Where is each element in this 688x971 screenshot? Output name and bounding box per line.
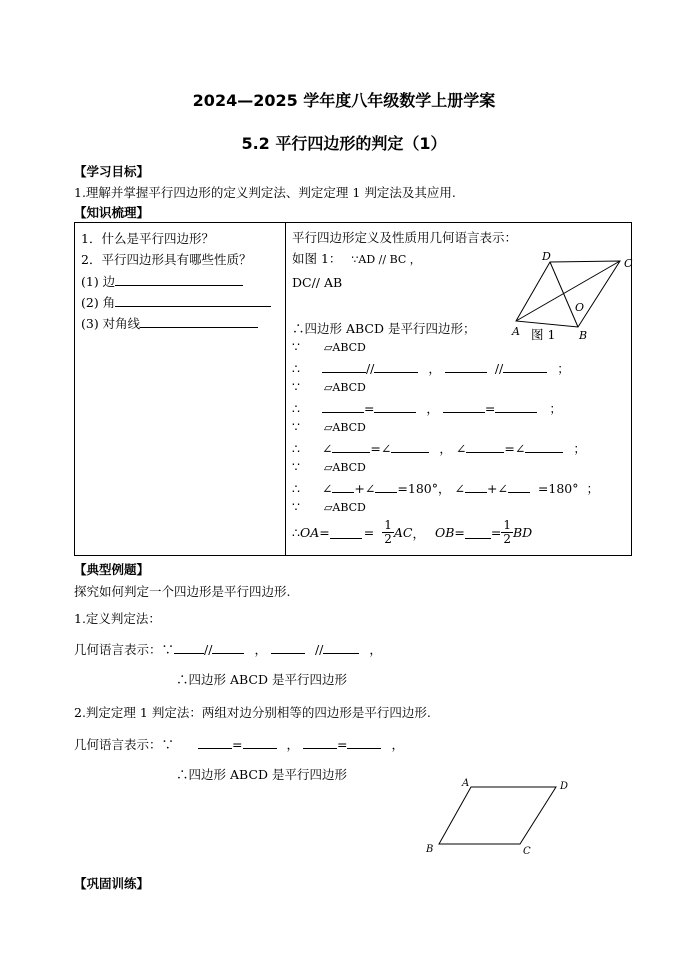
comma: ， [412,525,425,541]
property-side [81,272,243,290]
angle-sign: ∠ [454,481,465,496]
semicolon: ； [573,441,586,456]
equal-sign: = [370,441,381,456]
var-bd: BD [513,525,533,540]
method-2-geo [74,735,404,753]
blank-m1-2b[interactable] [323,642,359,654]
row-therefore-angle [292,439,586,457]
angle-sign: ∠ [455,441,467,456]
knowledge-right-cell [286,223,632,556]
var-ob: OB [434,525,455,540]
blank-sup-2a[interactable] [465,481,487,493]
comma: ， [439,441,452,456]
because-symbol: ∵ [161,642,175,657]
blank-m1-2a[interactable] [271,642,305,654]
because-symbol: ∵ [292,339,300,354]
equal-sign: = [504,441,515,456]
row-because-4 [292,459,366,474]
because-symbol: ∵ [292,379,300,394]
row-because-5 [292,499,366,514]
var-ac: AC [393,525,413,540]
objectives-heading: 【学习目标】 [74,164,150,179]
blank-par-1a[interactable] [322,361,366,373]
blank-m1-1b[interactable] [212,642,244,654]
method-1-geo [74,640,382,658]
right-intro: 平行四边形定义及性质用几何语言表示： [292,230,518,245]
blank-side[interactable] [115,274,243,286]
comma: ， [426,401,439,416]
fig1-label: 如图 1： [292,251,342,266]
property-diagonal [81,314,258,332]
figure-1-parallelogram [496,247,636,347]
blank-ang-1b[interactable] [391,441,429,453]
angle-sign: ∠ [321,441,333,456]
deg-180: =180° [537,481,579,496]
semicolon: ； [586,481,600,496]
practice-heading: 【巩固训练】 [74,876,150,891]
fig2-vertex-d: D [560,781,569,792]
knowledge-table [74,222,632,556]
therefore-symbol: ∴ [292,481,300,496]
conclusion-parallelogram: ∴四边形 ABCD 是平行四边形； [292,321,476,336]
question-1: 1．什么是平行四边形？ [81,231,214,246]
parallel-sign: // [314,642,324,657]
comma: ， [369,642,382,657]
fig1-vertex-d: D [542,250,551,263]
blank-eq-1a[interactable] [322,401,364,413]
blank-m2-1a[interactable] [198,737,232,749]
comma: ， [254,642,267,657]
method-1-conclusion: ∴四边形 ABCD 是平行四边形 [176,672,347,687]
fig2-vertex-b: B [426,844,434,855]
fig1-vertex-a: A [512,325,520,338]
fig1-condition-2: DC// AB [292,275,343,290]
equal-sign: = [454,525,465,540]
comma: ， [391,737,404,752]
figure-2-parallelogram [420,772,580,862]
parallel-sign: // [494,361,504,376]
fig1-condition-1 [292,249,421,267]
blank-sup-1b[interactable] [375,481,397,493]
row-because-1 [292,339,366,354]
para-abcd: ▱ABCD [323,461,366,474]
angle-sign: ∠ [364,481,376,496]
therefore-symbol: ∴ [292,361,300,376]
because-symbol: ∵ [292,459,300,474]
examples-intro: 探究如何判定一个四边形是平行四边形. [74,584,291,599]
var-oa: OA [299,525,320,540]
method-2-conclusion: ∴四边形 ABCD 是平行四边形 [176,767,347,782]
fraction-half-1 [382,519,394,546]
row-therefore-parallel [292,359,570,377]
parallel-sign: // [365,361,375,376]
blank-eq-2a[interactable] [443,401,485,413]
objective-item-1: 1.理解并掌握平行四边形的定义判定法、判定定理 1 判定法及其应用. [74,185,456,200]
comma: ， [428,361,441,376]
parallel-sign: // [204,642,213,657]
angle-sign: ∠ [497,481,508,496]
angle-sign: ∠ [514,441,526,456]
frac-den: 2 [384,532,392,546]
para-abcd: ▱ABCD [323,341,366,354]
row-because-2 [292,379,366,394]
blank-eq-2b[interactable] [495,401,537,413]
semicolon: ； [557,361,570,376]
page-title: 2024—2025 学年度八年级数学上册学案 [192,91,496,110]
angle-sign: ∠ [380,441,392,456]
fig1-caption: 图 1 [531,327,556,342]
therefore-symbol: ∴ [292,525,300,540]
knowledge-heading: 【知识梳理】 [74,205,150,220]
therefore-symbol: ∴ [292,401,300,416]
fig2-vertex-c: C [523,846,531,857]
method-1-title: 1.定义判定法： [74,611,161,626]
geo-label: 几何语言表示： [74,642,162,657]
frac-num: 1 [503,518,511,532]
blank-par-2a[interactable] [445,361,487,373]
property-diagonal-label: (3) 对角线 [81,316,141,331]
equal-sign: = [363,525,375,540]
fig1-center-o: O [575,301,585,314]
row-therefore-supplement [292,479,599,497]
frac-num: 1 [384,518,392,532]
equal-sign: = [484,401,496,416]
blank-par-2b[interactable] [503,361,547,373]
because-symbol: ∵ [161,737,175,752]
equal-sign: = [319,525,330,540]
blank-m2-1b[interactable] [243,737,277,749]
deg-180: =180° [397,481,438,496]
fig1-vertex-b: B [579,329,588,342]
equal-sign: = [363,401,375,416]
blank-m2-2b[interactable] [347,737,381,749]
comma: ， [437,481,451,496]
question-2: 2．平行四边形具有哪些性质？ [81,252,252,267]
blank-ang-2b[interactable] [525,441,563,453]
method-2-title: 2.判定定理 1 判定法：两组对边分别相等的四边形是平行四边形. [74,705,431,720]
row-therefore-equal [292,399,562,417]
para-abcd: ▱ABCD [323,381,366,394]
because-symbol: ∵ [292,499,300,514]
blank-ob[interactable] [465,527,491,539]
property-side-label: (1) 边 [81,274,116,289]
para-abcd: ▱ABCD [323,421,366,434]
equal-sign: = [232,737,243,752]
property-angle-label: (2) 角 [81,295,116,310]
blank-m1-1a[interactable] [174,642,204,654]
page-subtitle: 5.2 平行四边形的判定（1） [241,134,447,153]
blank-sup-1a[interactable] [332,481,354,493]
examples-heading: 【典型例题】 [74,562,150,577]
blank-m2-2a[interactable] [303,737,337,749]
semicolon: ； [549,401,562,416]
blank-ang-2a[interactable] [466,441,504,453]
cond-ad-bc: ∵AD // BC ， [351,253,421,266]
property-angle [81,293,271,311]
blank-eq-1b[interactable] [374,401,416,413]
para-abcd: ▱ABCD [323,501,366,514]
therefore-symbol: ∴ [292,441,300,456]
plus-sign: + [486,481,498,496]
blank-diagonal[interactable] [140,316,258,328]
fraction-half-2 [501,519,513,546]
knowledge-left-cell [75,223,286,556]
fig2-vertex-a: A [462,778,470,789]
geo-label: 几何语言表示： [74,737,162,752]
equal-sign: = [490,525,502,540]
frac-den: 2 [503,532,511,546]
blank-par-1b[interactable] [374,361,418,373]
because-symbol: ∵ [292,419,300,434]
angle-sign: ∠ [321,481,333,496]
fig1-vertex-c: C [624,257,633,270]
blank-oa[interactable] [330,527,362,539]
blank-angle[interactable] [115,295,271,307]
row-because-3 [292,419,366,434]
equal-sign: = [336,737,348,752]
row-diagonal-half [292,519,532,546]
plus-sign: + [354,481,365,496]
comma: ， [286,737,299,752]
blank-ang-1a[interactable] [332,441,370,453]
blank-sup-2b[interactable] [508,481,530,493]
